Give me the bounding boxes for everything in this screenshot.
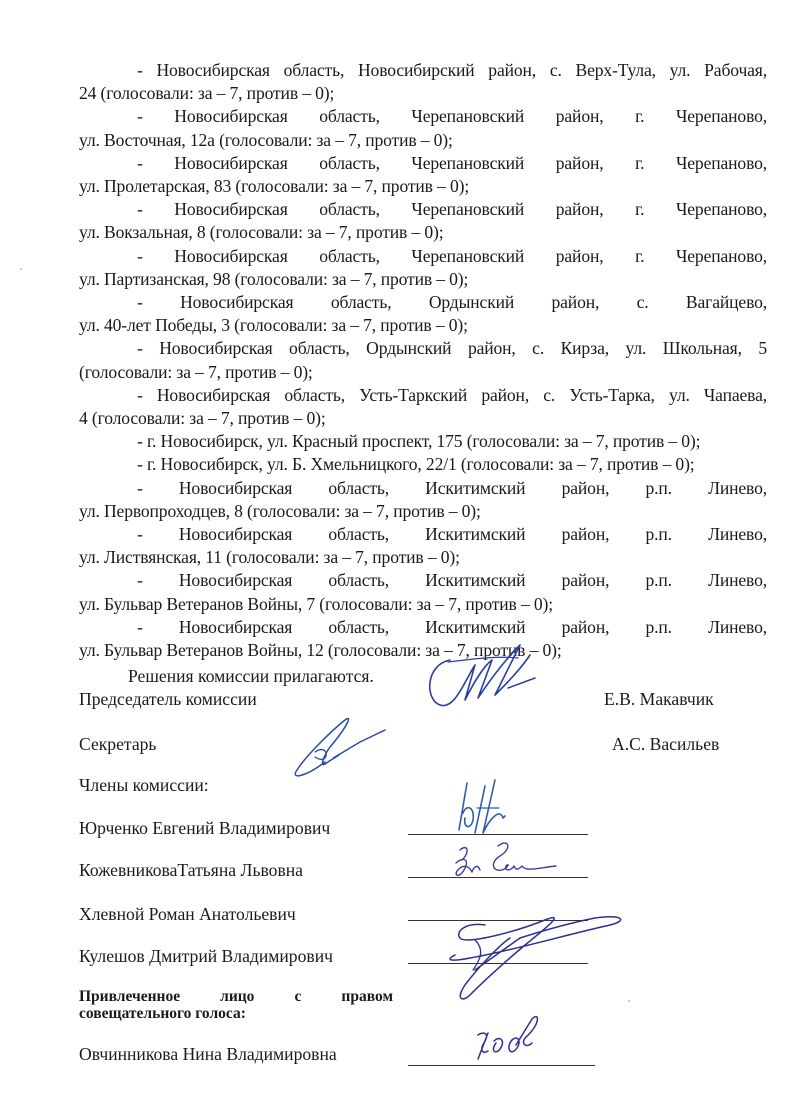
advisory-name: Овчинникова Нина Владимировна <box>79 1044 337 1064</box>
vote-list-item <box>79 59 767 105</box>
member-name: КожевниковаТатьяна Львовна <box>79 860 303 880</box>
vote-item-line1: - Новосибирская область, Ордынский район, с. Вагайцево, <box>137 292 767 312</box>
member-name: Кулешов Дмитрий Владимирович <box>79 946 333 966</box>
vote-item-line2: ул. Первопроходцев, 8 (голосовали: за – 7, против – 0); <box>79 500 481 521</box>
vote-list-item <box>79 384 767 430</box>
advisory-heading-line1: Привлеченное лицо с правом <box>79 988 393 1005</box>
vote-item-line2: ул. Вокзальная, 8 (голосовали: за – 7, против – 0); <box>79 222 444 243</box>
vote-item-line2: ул. Листвянская, 11 (голосовали: за – 7, против – 0); <box>79 547 460 568</box>
vote-item-line2: ул. Бульвар Ветеранов Войны, 7 (голосовали: за – 7, против – 0); <box>79 593 553 614</box>
vote-list-item <box>79 523 767 569</box>
vote-item-line2: ул. Восточная, 12а (голосовали: за – 7, против – 0); <box>79 129 453 150</box>
vote-list-item <box>79 337 767 383</box>
vote-item-line1: - Новосибирская область, Искитимский район, р.п. Линево, <box>137 616 767 637</box>
chairman-name: Е.В. Макавчик <box>604 689 714 709</box>
member-signature <box>455 778 535 838</box>
secretary-name: А.С. Васильев <box>612 734 720 754</box>
vote-list-item <box>79 430 767 453</box>
vote-item-line1: - Новосибирская область, Искитимский район, р.п. Линево, <box>137 570 767 591</box>
vote-list-item <box>79 477 767 523</box>
vote-item-line1: - Новосибирская область, Усть-Таркский район, с. Усть-Тарка, ул. Чапаева, <box>137 384 767 405</box>
members-heading: Члены комиссии: <box>79 775 209 795</box>
vote-item-line2: ул. Партизанская, 98 (голосовали: за – 7, против – 0); <box>79 268 469 289</box>
member-name: Хлевной Роман Анатольевич <box>79 904 296 924</box>
vote-item-line2: 24 (голосовали: за – 7, против – 0); <box>79 83 335 104</box>
secretary-signature <box>285 712 395 782</box>
vote-item-line1: - Новосибирская область, Черепановский район, г. Черепаново, <box>137 106 767 127</box>
vote-item-line1: - Новосибирская область, Новосибирский район, с. Верх-Тула, ул. Рабочая, <box>137 60 767 80</box>
vote-item-line1: - г. Новосибирск, ул. Красный проспект, 175 (голосовали: за – 7, против – 0); <box>137 431 701 452</box>
vote-item-line2: ул. 40-лет Победы, 3 (голосовали: за – 7, против – 0); <box>79 315 468 336</box>
vote-item-line1: - г. Новосибирск, ул. Б. Хмельницкого, 22/1 (голосовали: за – 7, против – 0); <box>137 454 695 475</box>
chairman-signature <box>420 640 570 720</box>
advisory-heading-line2: совещательного голоса: <box>79 1005 246 1022</box>
vote-list-item <box>79 198 767 244</box>
member-name: Юрченко Евгений Владимирович <box>79 818 331 838</box>
vote-item-line1: - Новосибирская область, Ордынский район, с. Кирза, ул. Школьная, 5 <box>137 338 767 359</box>
signature-line <box>408 1065 595 1066</box>
vote-list-item <box>79 453 767 476</box>
vote-item-line2: ул. Бульвар Ветеранов Войны, 12 (голосовали: за – 7, против – 0); <box>79 640 562 660</box>
vote-item-line2: 4 (голосовали: за – 7, против – 0); <box>79 408 326 428</box>
vote-item-line1: - Новосибирская область, Черепановский район, г. Черепаново, <box>137 245 767 266</box>
member-signature <box>470 1015 550 1065</box>
vote-list-item <box>79 152 767 198</box>
vote-item-line1: - Новосибирская область, Искитимский район, р.п. Линево, <box>137 524 767 544</box>
chairman-role: Председатель комиссии <box>79 689 257 709</box>
member-signature <box>448 838 558 883</box>
vote-list-item <box>79 105 767 151</box>
scan-speck <box>628 1000 630 1002</box>
vote-list-item <box>79 569 767 615</box>
vote-list-item <box>79 245 767 291</box>
vote-item-line1: - Новосибирская область, Черепановский район, г. Черепаново, <box>137 152 767 173</box>
vote-list-item <box>79 291 767 337</box>
vote-item-line1: - Новосибирская область, Искитимский район, р.п. Линево, <box>137 477 767 498</box>
member-signature <box>425 910 625 1010</box>
advisory-heading <box>79 988 393 1022</box>
scan-speck <box>20 268 22 270</box>
secretary-role: Секретарь <box>79 734 157 754</box>
vote-item-line2: ул. Пролетарская, 83 (голосовали: за – 7, против – 0); <box>79 176 470 196</box>
vote-item-line2: (голосовали: за – 7, против – 0); <box>79 361 313 382</box>
attachments-note: Решения комиссии прилагаются. <box>128 666 374 686</box>
vote-item-line1: - Новосибирская область, Черепановский район, г. Черепаново, <box>137 199 767 220</box>
